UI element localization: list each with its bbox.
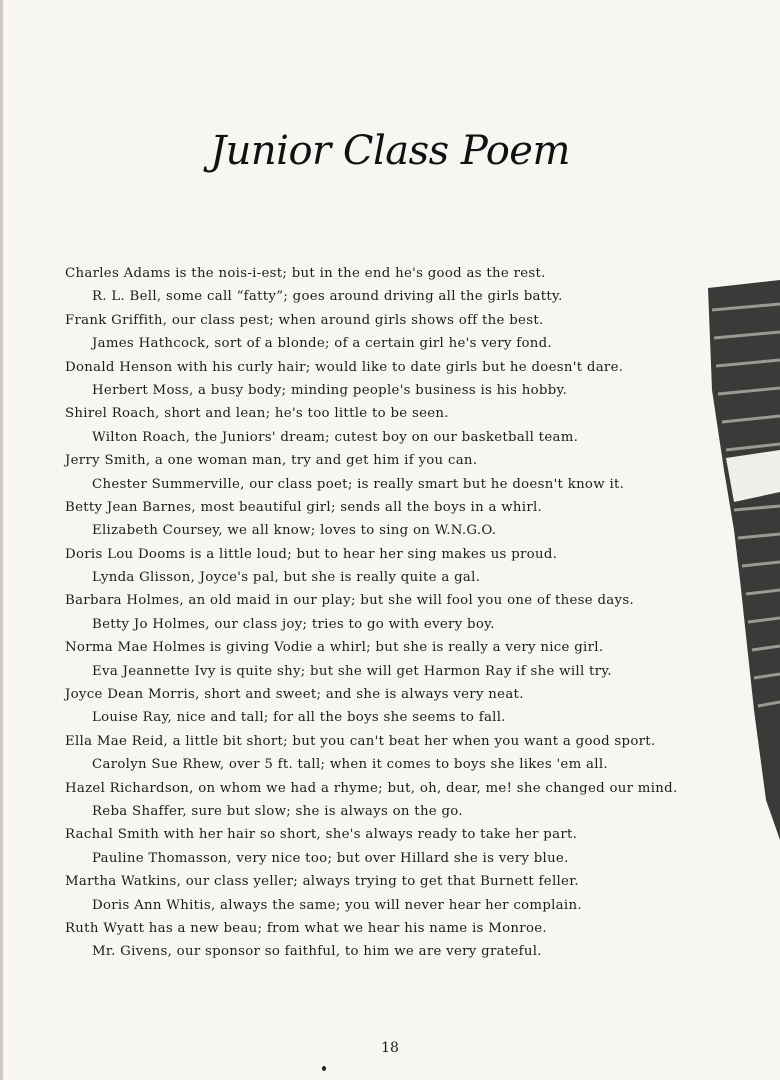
poem-line: Barbara Holmes, an old maid in our play; but she will fool you one of these days. (65, 593, 634, 609)
poem-line: Ella Mae Reid, a little bit short; but you can't beat her when you want a good sport. (65, 733, 656, 749)
poem-line: Frank Griffith, our class pest; when around girls shows off the best. (65, 312, 544, 328)
poem-line: Pauline Thomasson, very nice too; but over Hillard she is very blue. (92, 850, 569, 866)
poem-line: Lynda Glisson, Joyce's pal, but she is really quite a gal. (92, 570, 481, 586)
poem-line: Joyce Dean Morris, short and sweet; and she is always very neat. (65, 687, 524, 703)
poem-line: Wilton Roach, the Juniors' dream; cutest boy on our basketball team. (92, 429, 579, 445)
poem-line: James Hathcock, sort of a blonde; of a certain girl he's very fond. (92, 336, 552, 352)
poem-line: Norma Mae Holmes is giving Vodie a whirl; but she is really a very nice girl. (65, 640, 604, 656)
poem-line: Jerry Smith, a one woman man, try and get him if you can. (65, 453, 478, 469)
poem-line: Rachal Smith with her hair so short, she's always ready to take her part. (65, 827, 578, 843)
poem-line: Elizabeth Coursey, we all know; loves to sing on W.N.G.O. (92, 523, 497, 539)
poem-lines (65, 262, 705, 964)
poem-line: Betty Jean Barnes, most beautiful girl; sends all the boys in a whirl. (65, 499, 543, 515)
poem-line: Mr. Givens, our sponsor so faithful, to him we are very grateful. (92, 944, 542, 960)
bleed-through-photo-strip (704, 280, 780, 840)
poem-line: Ruth Wyatt has a new beau; from what we hear his name is Monroe. (65, 920, 547, 936)
poem-line: Charles Adams is the nois-i-est; but in the end he's good as the rest. (65, 266, 546, 281)
poem-line: Doris Lou Dooms is a little loud; but to hear her sing makes us proud. (65, 546, 558, 562)
poem-line: Shirel Roach, short and lean; he's too little to be seen. (65, 406, 449, 422)
poem-line: Donald Henson with his curly hair; would like to date girls but he doesn't dare. (65, 359, 624, 375)
poem-line: Herbert Moss, a busy body; minding people's business is his hobby. (92, 382, 568, 398)
ink-speck (322, 1066, 326, 1071)
poem-line: R. L. Bell, some call “fatty”; goes around driving all the girls batty. (92, 289, 563, 305)
poem-line: Chester Summerville, our class poet; is really smart but he doesn't know it. (92, 476, 625, 492)
poem-line: Betty Jo Holmes, our class joy; tries to go with every boy. (92, 616, 495, 632)
poem-line: Doris Ann Whitis, always the same; you will never hear her complain. (92, 897, 582, 913)
poem-line: Eva Jeannette Ivy is quite shy; but she will get Harmon Ray if she will try. (92, 663, 612, 679)
page-number: 18 (381, 1040, 399, 1056)
poem-line: Hazel Richardson, on whom we had a rhyme; but, oh, dear, me! she changed our mind. (65, 780, 678, 796)
poem-title: Junior Class Poem (210, 128, 570, 174)
poem-line: Louise Ray, nice and tall; for all the boys she seems to fall. (92, 710, 506, 726)
poem-line: Martha Watkins, our class yeller; always trying to get that Burnett feller. (65, 874, 579, 890)
poem-line: Reba Shaffer, sure but slow; she is always on the go. (92, 803, 463, 819)
poem-line: Carolyn Sue Rhew, over 5 ft. tall; when it comes to boys she likes 'em all. (92, 757, 608, 773)
